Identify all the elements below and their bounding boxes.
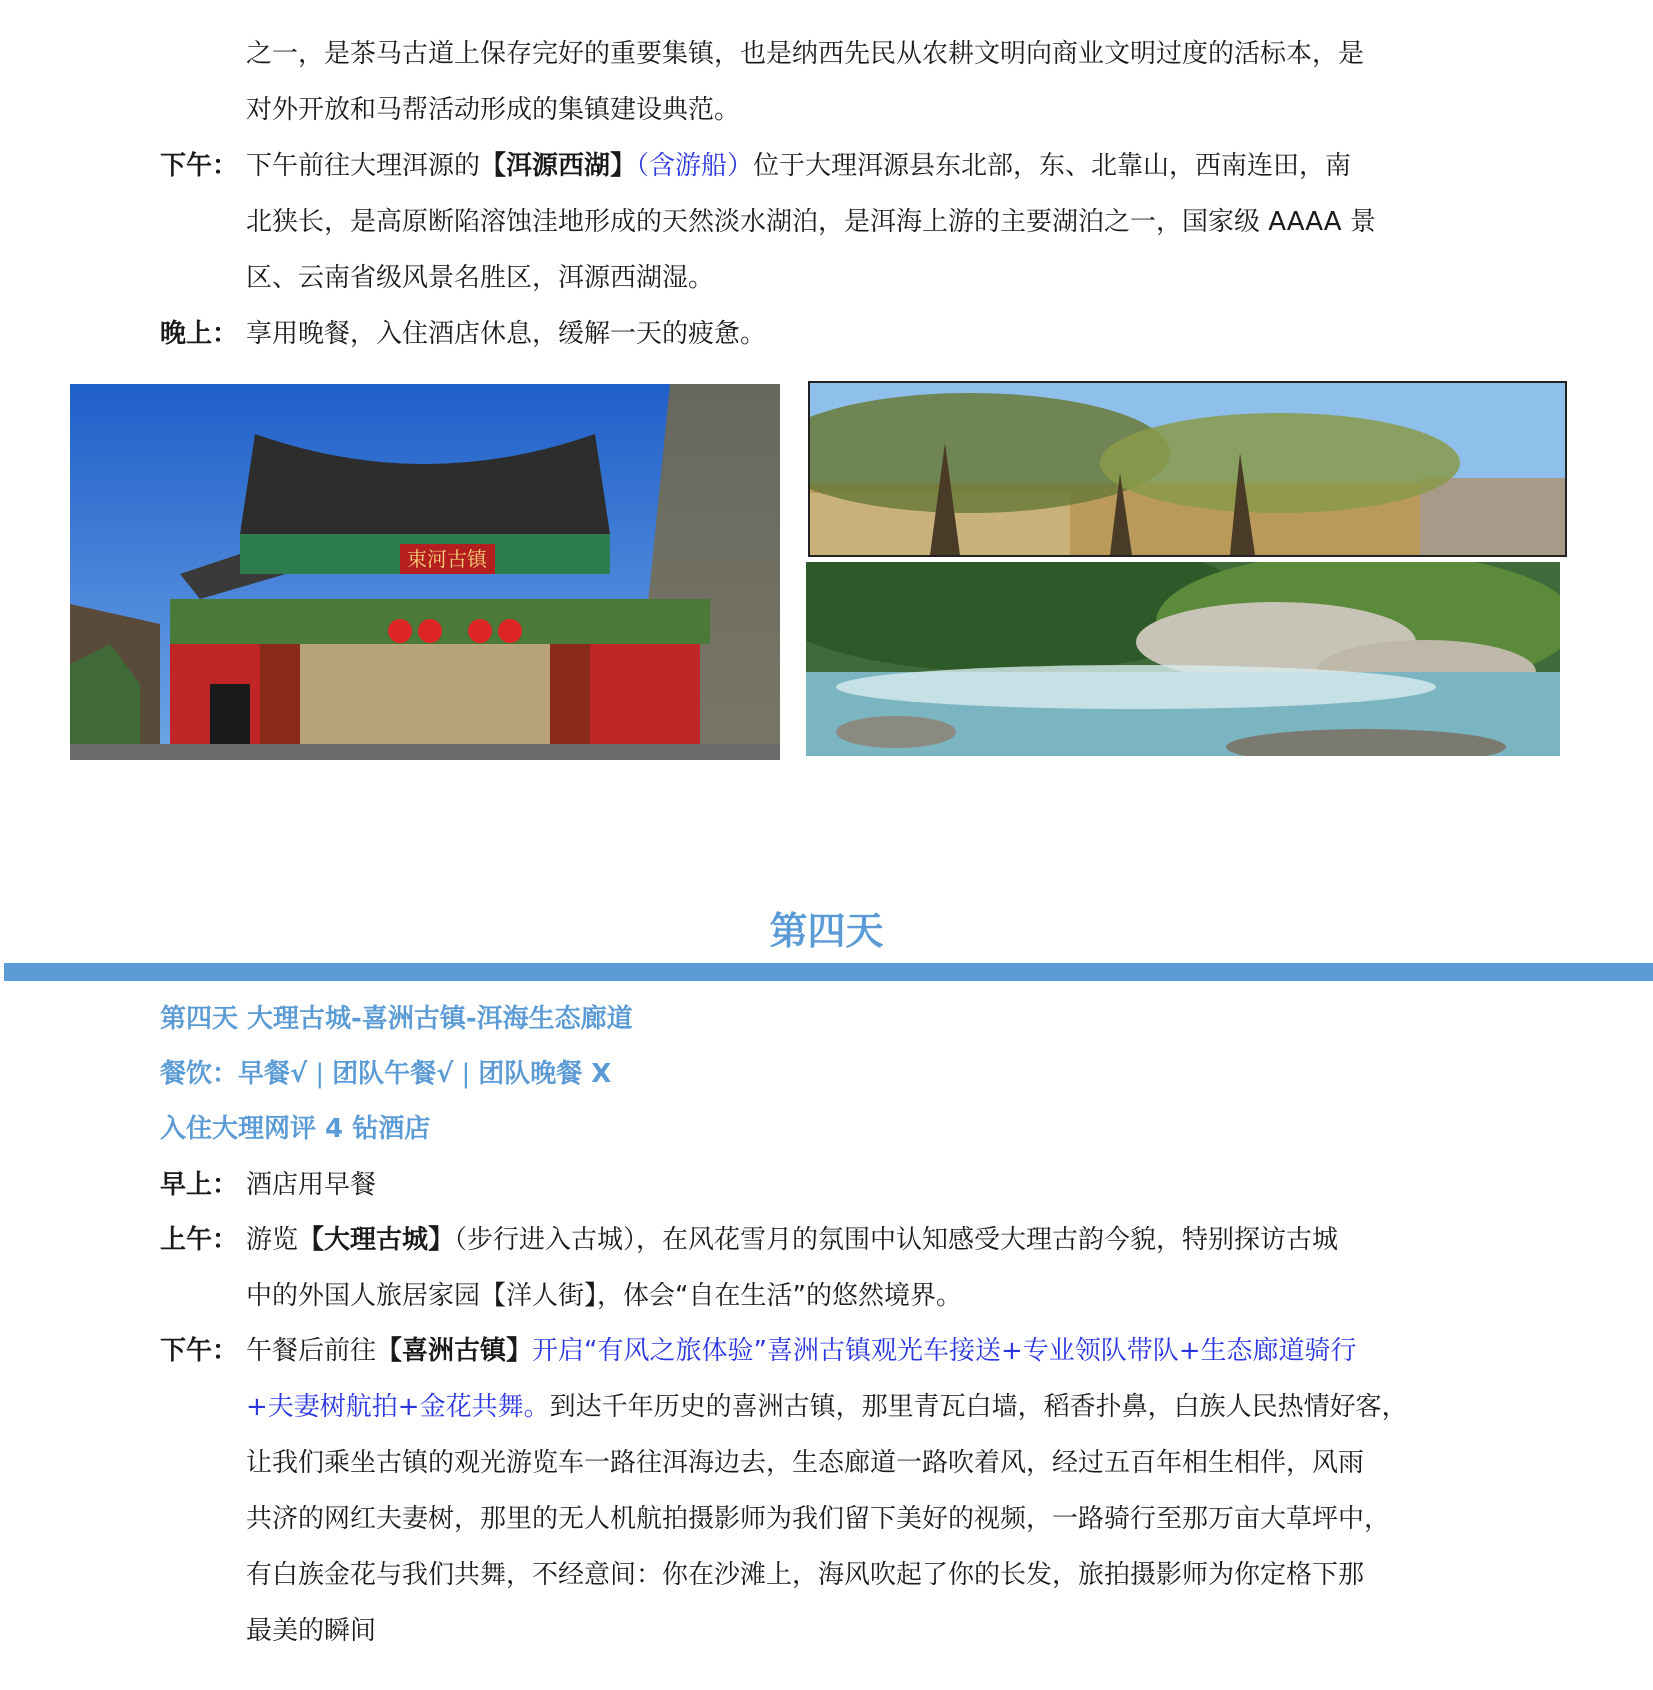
hot-spring-photo <box>806 562 1560 756</box>
evening-text: 享用晚餐，入住酒店休息，缓解一天的疲惫。 <box>246 319 767 349</box>
highlight-text: +夫妻树航拍+金花共舞。 <box>246 1392 550 1422</box>
text-line: 之一，是茶马古道上保存完好的重要集镇，也是纳西先民从农耕文明向商业文明过度的活标本，是 <box>246 39 1365 69</box>
meal-dinner: 团队晚餐 X <box>478 1059 612 1089</box>
place-name: 【洱源西湖】 <box>480 151 637 181</box>
text-line: 中的外国人旅居家园【洋人街】，体会“自在生活”的悠然境界。 <box>246 1281 962 1311</box>
day4-afternoon-block <box>160 1323 1500 1659</box>
meals-prefix: 餐饮： <box>160 1059 239 1089</box>
evening-label: 晚上： <box>160 319 239 349</box>
place-name: 【喜洲古镇】 <box>376 1336 533 1366</box>
afternoon-label: 下午： <box>160 1336 239 1366</box>
meal-breakfast: 早餐√ <box>238 1059 308 1089</box>
tree-lane-photo <box>808 381 1567 557</box>
text-span: （步行进入古城），在风花雪月的氛围中认知感受大理古韵今貌，特别探访古城 <box>454 1225 1339 1255</box>
text-line: 共济的网红夫妻树，那里的无人机航拍摄影师为我们留下美好的视频，一路骑行至那万亩大草坪中， <box>246 1504 1391 1534</box>
day3-intro-paragraph <box>160 26 1500 138</box>
place-name: 【大理古城】 <box>298 1225 455 1255</box>
boat-note: （含游船） <box>636 151 754 181</box>
text-span: 到达千年历史的喜洲古镇，那里青瓦白墙，稻香扑鼻，白族人民热情好客， <box>549 1392 1408 1422</box>
text-span: 下午前往大理洱源的 <box>246 151 481 181</box>
text-line: 最美的瞬间 <box>246 1616 377 1646</box>
forenoon-label: 上午： <box>160 1225 239 1255</box>
meal-lunch: 团队午餐√ <box>332 1059 454 1089</box>
text-line <box>160 1379 1500 1435</box>
morning-text: 酒店用早餐 <box>246 1170 377 1200</box>
meal-separator: | <box>461 1059 471 1089</box>
meal-separator: | <box>315 1059 325 1089</box>
day-heading: 第四天 <box>769 909 884 953</box>
text-line: 北狭长，是高原断陷溶蚀洼地形成的天然淡水湖泊，是洱海上游的主要湖泊之一，国家级 AAAA 景 <box>246 207 1376 237</box>
text-span: 游览 <box>246 1225 299 1255</box>
heading-divider <box>4 963 1653 981</box>
text-line: 让我们乘坐古镇的观光游览车一路往洱海边去，生态廊道一路吹着风，经过五百年相生相伴，风雨 <box>246 1448 1365 1478</box>
day4-route: 第四天 大理古城-喜洲古镇-洱海生态廊道 <box>160 1004 633 1034</box>
day3-afternoon-block <box>160 138 1500 306</box>
day4-meals <box>160 1046 611 1102</box>
day4-morning-block <box>160 1157 1500 1213</box>
gate-plaque-text: 束河古镇 <box>407 547 487 571</box>
afternoon-label: 下午： <box>160 151 239 181</box>
day4-hotel: 入住大理网评 4 钻酒店 <box>160 1114 431 1144</box>
morning-label: 早上： <box>160 1170 239 1200</box>
text-span: 位于大理洱源县东北部，东、北靠山，西南连田，南 <box>753 151 1352 181</box>
day4-forenoon-block <box>160 1212 1500 1324</box>
text-line: 对外开放和马帮活动形成的集镇建设典范。 <box>246 95 741 125</box>
text-span: 午餐后前往 <box>246 1336 377 1366</box>
highlight-text: 开启“有风之旅体验”喜洲古镇观光车接送+专业领队带队+生态廊道骑行 <box>532 1336 1357 1366</box>
day3-evening-block <box>160 306 1500 362</box>
gate-photo <box>70 384 780 760</box>
text-line: 区、云南省级风景名胜区，洱源西湖湿。 <box>246 263 715 293</box>
text-line: 有白族金花与我们共舞，不经意间：你在沙滩上，海风吹起了你的长发，旅拍摄影师为你定格下那 <box>246 1560 1365 1590</box>
